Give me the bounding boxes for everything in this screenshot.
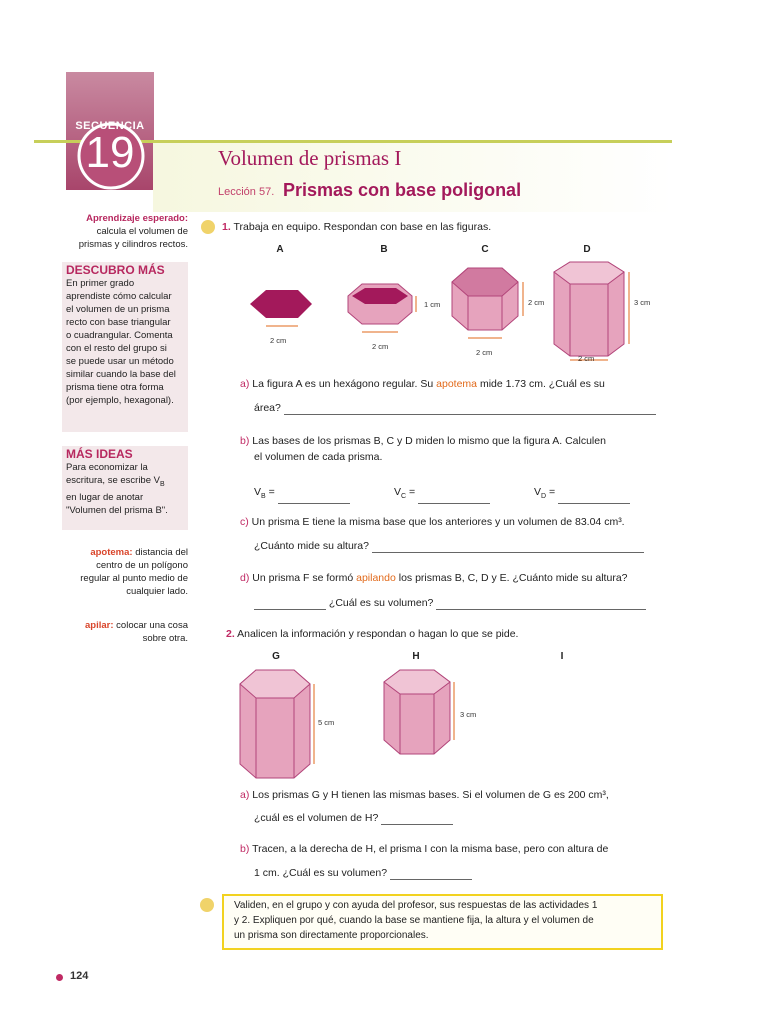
answer-line[interactable] <box>418 493 490 504</box>
question-1b-line2: el volumen de cada prisma. <box>254 451 383 463</box>
mas-ideas-line: "Volumen del prisma B". <box>66 504 168 516</box>
answer-line[interactable] <box>372 542 644 553</box>
descubro-line: o cuadrangular. Comenta <box>66 330 173 341</box>
question-letter: d) <box>240 572 250 584</box>
question-text: ¿Cuál es su volumen? <box>328 597 434 609</box>
glossary-apotema <box>62 546 188 598</box>
prism-figures-row2 <box>236 664 496 784</box>
mas-ideas-text: escritura, se escribe V <box>66 475 160 486</box>
prism-d <box>554 262 629 360</box>
learning-goal-line: prismas y cilindros rectos. <box>78 239 188 250</box>
descubro-line: (por ejemplo, hexagonal). <box>66 395 174 406</box>
volume-symbol: V <box>534 486 542 498</box>
descubro-line: se puede usar un método <box>66 356 174 367</box>
glossary-def: colocar una cosa <box>116 620 188 631</box>
question-text: Tracen, a la derecha de H, el prisma I con la misma base, pero con altura de <box>252 843 609 855</box>
volume-b <box>254 485 350 504</box>
activity2-number: 2. <box>226 628 235 640</box>
glossary-term: apilar: <box>85 620 114 631</box>
activity2-text: Analicen la información y respondan o hagan lo que se pide. <box>237 628 519 640</box>
question-letter: c) <box>240 516 249 528</box>
page-title: Volumen de prismas I <box>218 146 402 170</box>
figure-label-g: G <box>272 651 280 662</box>
question-text: Los prismas G y H tienen las mismas bases. Si el volumen de G es 200 cm³, <box>252 789 609 801</box>
question-2b <box>240 842 670 856</box>
lesson-number: Lección 57. <box>218 186 275 198</box>
question-1c-line2 <box>254 539 644 553</box>
equals: = <box>268 486 275 498</box>
figure-label-c: C <box>481 244 489 255</box>
descubro-mas-box <box>62 262 188 432</box>
prism-figures-row1 <box>240 260 680 370</box>
glossary-apilar <box>62 619 188 645</box>
descubro-line: similar cuando la base del <box>66 369 176 380</box>
descubro-line: aprendiste cómo calcular <box>66 291 172 302</box>
equals: = <box>409 486 416 498</box>
question-letter: b) <box>240 435 250 447</box>
question-letter: a) <box>240 789 250 801</box>
glossary-def: cualquier lado. <box>126 586 188 597</box>
term-apotema: apotema <box>436 378 478 390</box>
descubro-line: con el resto del grupo si <box>66 343 167 354</box>
question-text: 1 cm. ¿Cuál es su volumen? <box>254 867 388 879</box>
answer-line[interactable] <box>381 814 453 825</box>
question-1d <box>240 571 670 585</box>
question-text: los prismas B, C, D y E. ¿Cuánto mide su altura? <box>395 572 628 584</box>
prism-c <box>452 268 523 338</box>
answer-line[interactable] <box>284 404 656 415</box>
descubro-line: prisma tiene otra forma <box>66 382 164 393</box>
answer-line[interactable] <box>558 493 630 504</box>
question-1d-line2 <box>254 596 646 610</box>
dim-a-base: 2 cm <box>270 336 287 345</box>
volume-subscript: B <box>261 493 266 501</box>
lesson-title: Prismas con base poligonal <box>283 180 522 200</box>
activity1-text: Trabaja en equipo. Respondan con base en las figuras. <box>233 221 492 233</box>
answer-line[interactable] <box>254 599 326 610</box>
mas-ideas-subscript: B <box>159 480 165 488</box>
volume-symbol: V <box>394 486 402 498</box>
dim-d-base: 2 cm <box>578 354 595 363</box>
mas-ideas-title: MÁS IDEAS <box>66 447 133 461</box>
question-1a-line2 <box>254 401 656 415</box>
question-2b-line2 <box>254 866 472 880</box>
volume-subscript: C <box>401 493 407 501</box>
answer-line[interactable] <box>436 599 646 610</box>
descubro-line: el volumen de un prisma <box>66 304 170 315</box>
equals: = <box>549 486 556 498</box>
dim-b-height: 1 cm <box>424 300 441 309</box>
validation-line: Validen, en el grupo y con ayuda del profesor, sus respuestas de las actividades 1 <box>234 900 598 911</box>
glossary-def: distancia del <box>135 547 188 558</box>
question-1a <box>240 377 660 391</box>
volume-d <box>534 485 630 504</box>
validation-line: un prisma son directamente proporcionales. <box>234 930 429 941</box>
question-2a <box>240 788 670 802</box>
activity1-number: 1. <box>222 221 231 233</box>
mas-ideas-line: en lugar de anotar <box>66 491 144 503</box>
dim-c-base: 2 cm <box>476 348 493 357</box>
learning-goal-line: calcula el volumen de <box>96 226 188 237</box>
answer-line[interactable] <box>278 493 350 504</box>
question-letter: b) <box>240 843 250 855</box>
volume-symbol: V <box>254 486 262 498</box>
question-text: Un prisma E tiene la misma base que los anteriores y un volumen de 83.04 cm³. <box>251 516 625 528</box>
activity2-instruction <box>226 627 518 641</box>
dim-h-height: 3 cm <box>460 710 477 719</box>
figure-label-d: D <box>583 244 591 255</box>
question-text: Un prisma F se formó <box>252 572 357 584</box>
dim-g-height: 5 cm <box>318 718 335 727</box>
descubro-mas-title: DESCUBRO MÁS <box>66 263 165 277</box>
descubro-line: recto con base triangular <box>66 317 171 328</box>
sequence-number: 19 <box>85 128 135 177</box>
page-number: 124 <box>70 970 89 982</box>
mas-ideas-box <box>62 446 188 530</box>
sequence-label: SECUENCIA <box>75 120 145 132</box>
descubro-line: En primer grado <box>66 278 135 289</box>
dim-d-height: 3 cm <box>634 298 651 307</box>
term-apilando: apilando <box>356 572 396 584</box>
prism-b <box>348 284 416 332</box>
hexagon-a <box>250 290 312 318</box>
validation-line: y 2. Expliquen por qué, cuando la base se mantiene fija, la altura y el volumen de <box>234 915 594 926</box>
question-text: ¿Cuánto mide su altura? <box>254 540 369 552</box>
dim-c-height: 2 cm <box>528 298 545 307</box>
question-1c <box>240 515 670 529</box>
group-validation-icon <box>200 898 214 912</box>
validation-box <box>222 894 663 950</box>
figure-label-h: H <box>412 651 420 662</box>
mas-ideas-line: Para economizar la <box>66 462 148 473</box>
volume-subscript: D <box>541 493 547 501</box>
page-dot-icon <box>56 974 63 981</box>
question-text: ¿cuál es el volumen de H? <box>254 812 379 824</box>
question-text: mide 1.73 cm. ¿Cuál es su <box>477 378 605 390</box>
mas-ideas-line <box>66 474 184 491</box>
question-1b <box>240 434 664 448</box>
question-text: La figura A es un hexágono regular. Su <box>252 378 437 390</box>
glossary-def: sobre otra. <box>142 633 188 644</box>
glossary-def: centro de un polígono <box>96 560 188 571</box>
question-text: Las bases de los prismas B, C y D miden lo mismo que la figura A. Calculen <box>252 435 606 447</box>
question-text: área? <box>254 402 281 414</box>
figure-label-i: I <box>560 651 564 662</box>
glossary-term: apotema: <box>90 547 133 558</box>
question-2a-line2 <box>254 811 453 825</box>
glossary-def: regular al punto medio de <box>80 573 188 584</box>
learning-goal <box>62 212 188 251</box>
figure-label-a: A <box>276 244 284 255</box>
team-work-icon <box>201 220 215 234</box>
figure-label-b: B <box>380 244 388 255</box>
prism-g <box>240 670 314 778</box>
dim-b-base: 2 cm <box>372 342 389 351</box>
answer-line[interactable] <box>390 869 472 880</box>
question-letter: a) <box>240 378 250 390</box>
learning-goal-label: Aprendizaje esperado: <box>86 213 188 224</box>
activity1-instruction <box>222 220 491 234</box>
prism-h <box>384 670 454 754</box>
volume-c <box>394 485 490 504</box>
